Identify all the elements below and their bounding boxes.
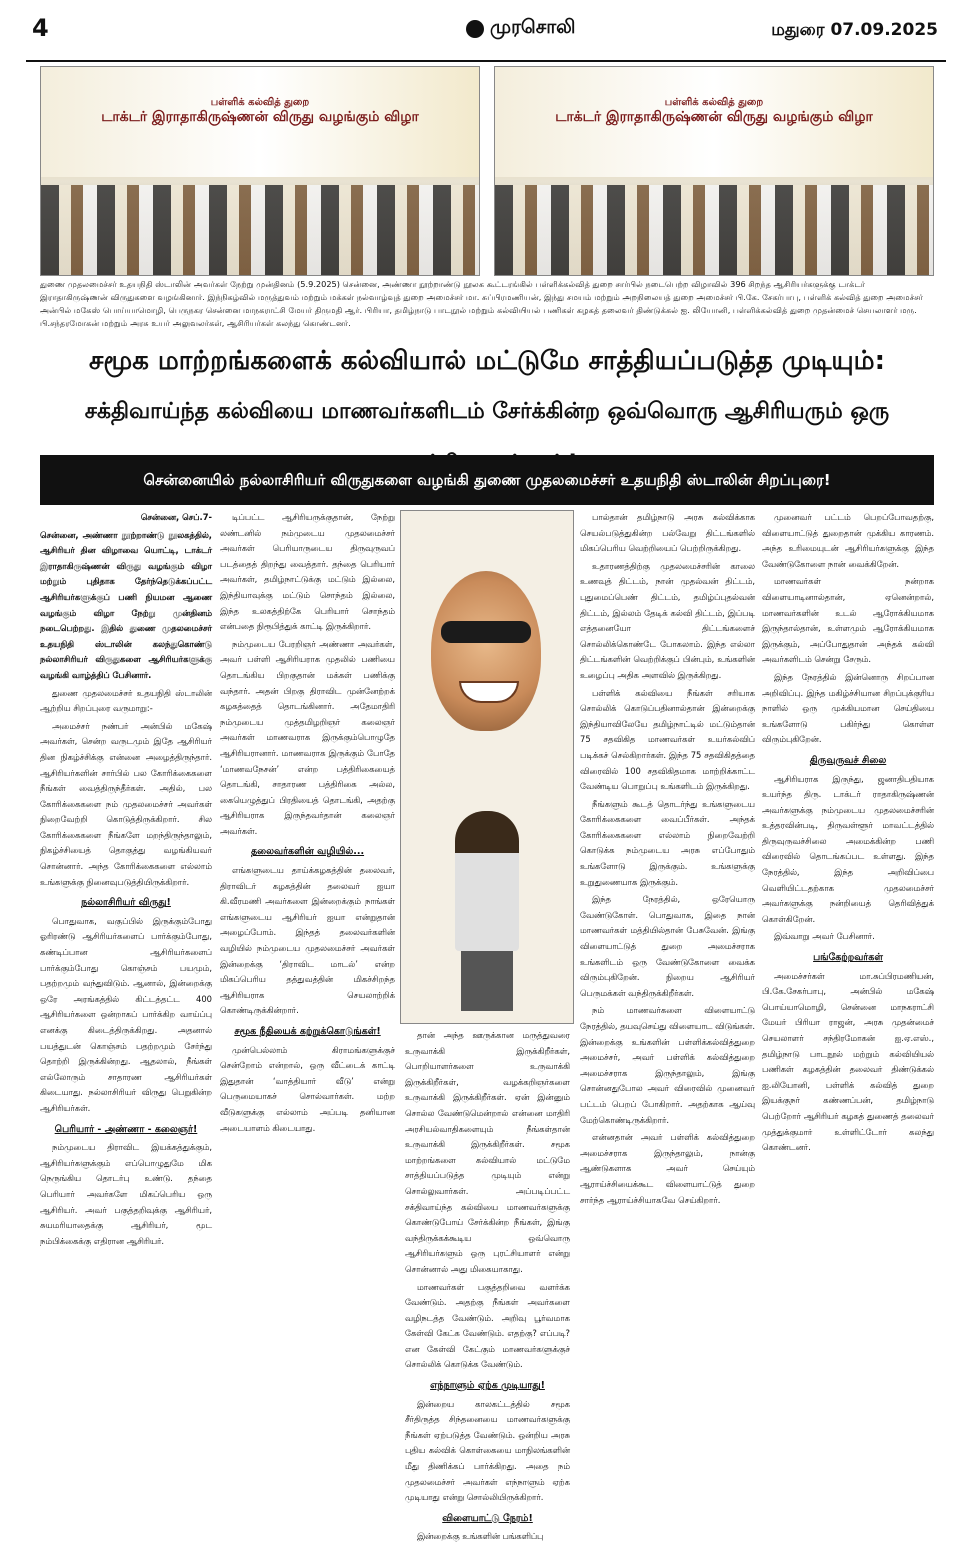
section-heading: எந்நாளும் ஏற்க முடியாது! <box>430 1380 545 1392</box>
section-heading: நல்லாசிரியர் விருது! <box>81 897 171 909</box>
event-photo-2 <box>494 66 934 276</box>
paragraph: நீங்களும் கூடத் தொடர்ந்து உங்களுடைய கோரிக்கைகளை வைப்பீர்கள். அந்தக் கோரிக்கைகளை எல்லாம் நிறைவேற்றி கொடுக்க நம்முடைய அரசு எப்போதும் உங்களோடு இருக்கும். உங்களுக்கு உறுதுணையாக இருக்கும். <box>580 798 755 887</box>
dateline: சென்னை, செப்.7- <box>140 512 212 522</box>
paragraph: நம் மாணவர்களை விளையாட்டு நேரத்தில், தயவுசெய்து விளையாட விடுங்கள். இன்றைக்கு உங்களின் பள்ளிக்கல்வித்துறை அமைச்சர், அவர் பள்ளிக் கல்வித்துறை அமைச்சராக இருந்தாலும், இங்கு சொன்னதுபோல அவர் விரைவில் முனைவர் பட்டம் பெறப் போகிறார். அதற்காக ஆய்வு மேற்கொண்டிருக்கிறார். <box>580 1005 755 1125</box>
paragraph: ஆசிரியராக இருந்து, ஜனாதிபதியாக உயர்ந்த திரு. டாக்டர் ராதாகிருஷ்ணன் அவர்களுக்கு நம்முடைய முதலமைச்சரின் உத்தரவின்படி, திருவள்ளூர் மாவட்டத்தில் திருவுருவச்சிலை அமைக்கின்ற பணி விரைவில் தொடங்கப்பட உள்ளது. இந்த நேரத்தில், இந்த அறிவிப்பை வெளியிட்டதற்காக முதலமைச்சர் அவர்களுக்கு நன்றியைத் தெரிவித்துக் கொள்கிறேன். <box>762 773 934 924</box>
paragraph: துணை முதலமைச்சர் உதயநிதி ஸ்டாலின் ஆற்றிய சிறப்புரை வருமாறு:- <box>40 687 212 714</box>
article-body <box>40 510 934 1542</box>
paper-title: முரசொலி <box>490 16 576 38</box>
kicker: சமூக மாற்றங்களைக் கல்வியால் மட்டுமே சாத்தியப்படுத்த முடியும்: <box>89 346 885 376</box>
section-heading: விளையாட்டு நேரம்! <box>442 1512 533 1524</box>
masthead <box>26 8 946 62</box>
banner-line-1: பள்ளிக் கல்வித் துறை <box>210 97 310 108</box>
paragraph: இந்த நேரத்தில், ஒரேயொரு வேண்டுகோள். பொதுவாக, இதை நான் மாணவர்கள் மத்தியில்தான் பேசுவேன். இங்கு விளையாட்டுத் துறை அமைச்சராக உங்களிடம் ஒரு வேண்டுகோளை வைக்க விரும்புகிறேன். நிறைய ஆசிரியர் பெருமக்கள் வந்திருக்கிறீர்கள். <box>580 894 755 998</box>
sunglasses-icon <box>441 621 531 643</box>
paragraph: அமைச்சர்கள் மா.சுப்பிரமணியன், பி.கே.சேகர்பாபு, அன்பில் மகேஷ் பொய்யாமொழி, சென்னை மாநகராட்சி மேயர் பிரியா ராஜன், அரசு முதன்மைச் செயலாளர் சந்திரமோகன் ஐ.ஏ.எஸ்., தமிழ்நாடு பாடநூல் மற்றும் கல்வியியல் பணிகள் கழகத்தின் தலைவர் திண்டுக்கல் ஐ.லியோனி, பள்ளிக் கல்வித் துறை இயக்குநர் கண்ணப்பன், தமிழ்நாடு பெற்றோர் ஆசிரியர் கழகத் துணைத் தலைவர் முத்துக்குமார் உள்ளிட்டோர் கலந்து கொண்டனர். <box>762 970 934 1153</box>
paragraph: என்னதான் அவர் பள்ளிக் கல்வித்துறை அமைச்சராக இருந்தாலும், நான்கு ஆண்டுகளாக அவர் செய்யும் ஆராய்ச்சியைக்கூட விளையாட்டுத் துறை சார்ந்த ஆராய்ச்சியாகவே செய்கிறார். <box>580 1132 755 1205</box>
paragraph: எங்களுடைய தாய்க்கழகத்தின் தலைவர், திராவிடர் கழகத்தின் தலைவர் ஐயா கி.வீரமணி அவர்களை இன்றைக்கும் நாங்கள் எங்களுடைய ஆசிரியர் ஐயா என்றுதான் அழைப்போம். இந்தத் தலைவர்களின் வழியில் நம்முடைய முதலமைச்சர் அவர்கள் இன்றைக்கு ‘திராவிட மாடல்’ என்ற மிகப்பெரிய தத்துவத்தின் மிகச்சிறந்த ஆசிரியராக செயலாற்றிக் கொண்டிருக்கின்றார். <box>220 865 395 1016</box>
paragraph: இன்றைக்கு உங்களின் பங்களிப்பு <box>417 1531 544 1542</box>
paragraph: இந்த நேரத்தில் இன்னொரு சிறப்பான அறிவிப்பு. இந்த மகிழ்ச்சியான சிறப்புக்குரிய நாளில் ஒரு முக்கியமான செய்தியை உங்களோடு பகிர்ந்து கொள்ள விரும்புகிறேன். <box>762 671 934 745</box>
paragraph: இவ்வாறு அவர் பேசினார். <box>774 931 875 942</box>
paper-logo-icon <box>466 20 484 38</box>
lead-paragraph: சென்னை, அண்ணா நூற்றாண்டு நூலகத்தில், ஆசிரியர் தின விழாவை யொட்டி, டாக்டர் இராதாகிருஷ்ணன் விருது வழங்கும் விழா மற்றும் புதிதாக தேர்ந்தெடுக்கப்பட்ட ஆசிரியர்களுக்குப் பணி நியமன ஆணை வழங்கும் விழா நேற்று முன்தினம் நடைபெற்றது. இதில் துணை முதலமைச்சர் உதயநிதி ஸ்டாலின் கலந்துகொண்டு நல்லாசிரியர் விருதுகளை ஆசிரியர்களுக்கு வழங்கி வாழ்த்திப் பேசினார். <box>40 529 212 680</box>
banner-text <box>495 97 933 127</box>
city-date: மதுரை 07.09.2025 <box>771 20 938 40</box>
group-of-people <box>41 185 479 275</box>
subheadline: சென்னையில் நல்லாசிரியர் விருதுகளை வழங்கி துணை முதலமைச்சர் உதயநிதி ஸ்டாலின் சிறப்புரை! <box>40 455 934 505</box>
paper-name <box>466 16 576 41</box>
photo-strip <box>40 66 934 276</box>
paragraph: நம்முடைய திராவிட இயக்கத்துக்கும், ஆசிரியர்களுக்கும் எப்பொழுதுமே மிக நெருங்கிய தொடர்பு உண்டு. தந்தை பெரியார் அவர்களே மிகப்பெரிய ஒரு ஆசிரியர். அவர் பகுத்தறிவுக்கு ஆசிரியர், சுயமரியாதைக்கு ஆசிரியர், மூட நம்பிக்கைக்கு எதிரான ஆசிரியர். <box>40 1142 212 1246</box>
banner-line-2: டாக்டர் இராதாகிருஷ்ணன் விருது வழங்கும் விழா <box>101 109 419 125</box>
podium-icon <box>461 951 513 1011</box>
section-heading: தலைவர்களின் வழியில்... <box>250 846 365 858</box>
article-column-5 <box>762 510 934 1158</box>
section-heading: பெரியார் - அண்ணா - கலைஞர்! <box>54 1123 198 1135</box>
paragraph: மாணவர்கள் பகுத்தறிவை வளர்க்க வேண்டும். அதற்கு நீங்கள் அவர்களை வழிநடத்த வேண்டும். அறிவு பூர்வமாக கேள்வி கேட்க வேண்டும். எதற்கு? எப்படி? என கேள்வி கேட்கும் மாணவர்களுக்குச் சொல்லிக் கொடுக்க வேண்டும். <box>405 1281 570 1370</box>
banner-line-2: டாக்டர் இராதாகிருஷ்ணன் விருது வழங்கும் விழா <box>555 109 873 125</box>
page-number: 4 <box>32 14 49 42</box>
paragraph: உதாரணத்திற்கு முதலமைச்சரின் காலை உணவுத் திட்டம், நான் முதல்வன் திட்டம், புதுமைப்பெண் திட்டம், தமிழ்ப்புதல்வன் திட்டம், இல்லம் தேடிக் கல்வி திட்டம், இப்படி எத்தனையோ திட்டங்களைச் சொல்லிக்கொண்டே போகலாம். இந்த எல்லா திட்டங்களின் வெற்றிக்குப் பின்பும், உங்களின் உழைப்பு அதிக அளவில் இருக்கிறது. <box>580 560 755 680</box>
article-column-3 <box>405 1028 570 1547</box>
speaker-figure <box>455 811 519 951</box>
portrait-photo <box>400 510 574 1024</box>
paragraph: மாணவர்கள் நன்றாக விளையாடினால்தான், ஏனென்றால், மாணவர்களின் உடல் ஆரோக்கியமாக இருந்தால்தான், உள்ளமும் ஆரோக்கியமாக இருக்கும், அப்போதுதான் அந்தக் கல்வி அவர்களிடம் சென்று சேரும். <box>762 576 934 665</box>
leader-portrait <box>431 571 541 731</box>
paragraph: முன்பெல்லாம் கிராமங்களுக்குச் சென்றோம் என்றால், ஒரு வீட்டைக் காட்டி இதுதான் ‘வாத்தியார் வீடு’ என்று பெருமையாகச் சொல்வார்கள். மற்ற வீடுகளுக்கு எல்லாம் அப்படி தனியான அடையாளம் கிடையாது. <box>220 1044 395 1133</box>
photo-caption: துணை முதலமைச்சர் உதயநிதி ஸ்டாலின் அவர்கள் நேற்று முன்தினம் (5.9.2025) சென்னை, அண்ணா நூற்றாண்டு நூலக கூட்டரங்கில் பள்ளிக்கல்வித் துறை சார்பில் நடைபெற்ற விழாவில் 396 சிறந்த ஆசிரியர்களுக்கு டாக்டர் இராதாகிருஷ்ணன் விருதுகளை வழங்கினார். இந்நிகழ்வில் மருத்துவம் மற்றும் மக்கள் நல்வாழ்வுத் துறை அமைச்சர் மா. சுப்பிரமணியன், இந்து சமயம் மற்றும் அறநிலையத் துறை அமைச்சர் பி.கே. சேகர்பாபு, பள்ளிக் கல்வித் துறை அமைச்சர் அன்பில் மகேஸ் பொய்யாமொழி, பெருநகர சென்னை மாநகராட்சி மேயர் திருமதி ஆர். பிரியா, தமிழ்நாடு பாடநூல் மற்றும் கல்வியியல் பணிகள் கழகத் தலைவர் திண்டுக்கல் ஐ. லியோனி, பள்ளிக்கல்வித் துறை முதன்மைச் செயலாளர் மரு. பி.சந்தரமோகன் மற்றும் அரசு உயர் அலுவலர்கள், ஆசிரியர்கள் கலந்து கொண்டனர். <box>40 279 924 328</box>
paragraph: பள்ளிக் கல்வியை நீங்கள் சரியாக சொல்லிக் கொடுப்பதினால்தான் இன்றைக்கு இந்தியாவிலேயே தமிழ்நாட்டில் மட்டும்தான் 75 சதவிகித மாணவர்கள் உயர்கல்விப் படிக்கச் செல்கிறார்கள். இந்த 75 சதவிகிதத்தை விரைவில் 100 சதவிகிதமாக மாற்றிக்காட்ட வேண்டிய பொறுப்பு உங்களிடம் இருக்கிறது. <box>580 687 755 792</box>
paragraph: பொதுவாக, வகுப்பில் இருக்கும்போது ஓரிரண்டு ஆசிரியர்களைப் பார்க்கும்போது, கண்டிப்பான ஆசிரியர்களைப் பார்க்கும்போது கொஞ்சம் பயமும், பதற்றமும் வந்துவிடும். ஆனால், இன்றைக்கு ஒரே அரங்கத்தில் கிட்டத்தட்ட 400 ஆசிரியர்களை ஒன்றாகப் பார்க்கிற வாய்ப்பு எனக்கு கிடைத்திருக்கிறது. அதனால் பயத்துடன் கொஞ்சம் பதற்றமும் சேர்ந்து தொற்றி இருக்கின்றது. ஆதலால், நீங்கள் எல்லோரும் சாதாரண ஆசிரியர்கள் கிடையாது. நல்லாசிரியர் விருது பெறுகின்ற ஆசிரியர்கள். <box>40 915 212 1113</box>
event-photo-1 <box>40 66 480 276</box>
group-of-people <box>495 185 933 275</box>
banner-text <box>41 97 479 127</box>
paragraph: இன்றைய காலகட்டத்தில் சமூக சீர்திருத்த சிந்தனையை மாணவர்களுக்கு நீங்கள் ஏற்படுத்த வேண்டும். ஒன்றிய அரசு புதிய கல்விக் கொள்கையை மாநிலங்களின் மீது திணிக்கப் பார்க்கிறது. அதை நம் முதலமைச்சர் அவர்கள் எந்நாளும் ஏற்க முடியாது என்று சொல்லியிருக்கிறார். <box>405 1398 570 1503</box>
article-column-1 <box>40 510 212 1251</box>
banner-line-1: பள்ளிக் கல்வித் துறை <box>664 97 764 108</box>
paragraph: முனைவர் பட்டம் பெறப்போவதற்கு, விளையாட்டுத் துறைதான் முக்கிய காரணம். அந்த உரிமையுடன் ஆசிரியர்களுக்கு இந்த வேண்டுகோளை நான் வைக்கிறேன். <box>762 512 934 569</box>
paragraph: டிப்பட்ட ஆசிரியருக்குதான், நேற்று லண்டனில் நம்முடைய முதலமைச்சர் அவர்கள் பெரியாருடைய திருவுருவப் படத்தைத் திறந்து வைத்தார். தந்தை பெரியார் அவர்கள், தமிழ்நாட்டுக்கு மட்டும் இல்லை, இந்தியாவுக்கு மட்டும் சொந்தம் இல்லை, இந்த உலகத்திற்கே பெரியார் சொந்தம் என்பதை நிரூபித்துக் காட்டி இருக்கிறார். <box>220 512 395 632</box>
section-heading: சமூக நீதியைக் கற்றுக்கொடுங்கள்! <box>234 1026 381 1037</box>
paragraph: அமைச்சர் நண்பர் அன்பில் மகேஷ் அவர்கள், சென்ற வருடமும் இதே ஆசிரியர் தின நிகழ்ச்சிக்கு என்னை அழைத்திருந்தார். ஆசிரியர்களின் சார்பில் பல கோரிக்கைகளை நீங்கள் வைத்திருந்தீர்கள். அதில், பல கோரிக்கைகளை நம் முதலமைச்சர் அவர்கள் நிறைவேற்றி கொடுத்திருக்கிறார். சில கோரிக்கைகளை நீங்களே மறந்திருந்தாலும், நிகழ்ச்சியைத் தொகுத்து வழங்கியவர் சொன்னார். அந்த கோரிக்கைகளை எல்லாம் உங்களுக்கு நினைவுபடுத்தியிருக்கிறார். <box>40 720 212 887</box>
section-heading: பங்கேற்றவர்கள் <box>813 952 883 964</box>
paragraph: நம்முடைய பேரறிஞர் அண்ணா அவர்கள், அவர் பள்ளி ஆசிரியராக முதலில் பணியை தொடங்கிய பிறகுதான் மக்கள் பணிக்கு வந்தார். அதன் பிறகு திராவிட முன்னேற்றக் கழகத்தைத் தொடங்கினார். அதேமாதிரி நம்முடைய முத்தமிழறிஞர் கலைஞர் அவர்கள் மாணவராக இருக்கும்பொழுதே ஆசிரியரானார். மாணவராக இருக்கும் போதே ‘மாணவநேசன்’ என்ற பத்திரிகையைத் தொடங்கி, சாதாரண பத்திரிகை அல்ல, கையெழுத்துப் பிரதியைத் தொடங்கி, அதற்கு ஆசிரியராக இருந்தவர்தான் கலைஞர் அவர்கள். <box>220 638 395 836</box>
article-column-4 <box>580 510 755 1210</box>
headline: சக்திவாய்ந்த கல்வியை மாணவர்களிடம் சேர்க்கின்ற ஒவ்வொரு ஆசிரியரும் ஒரு <box>84 399 890 424</box>
section-heading: திருவுருவச் சிலை <box>809 754 887 766</box>
article-column-2 <box>220 510 395 1138</box>
paragraph: தான் அந்த ஊருக்கான மருத்துவரை உருவாக்கி இருக்கிறீர்கள், பொறியாளர்களை உருவாக்கி இருக்கிறீர்கள், வழக்கறிஞர்களை உருவாக்கி இருக்கிறீர்கள். ஏன் இன்னும் சொல்ல வேண்டுமென்றால் என்னை மாதிரி அரசியல்வாதிகளையும் நீங்கள்தான் உருவாக்கி இருக்கிறீர்கள். சமூக மாற்றங்களை கல்வியால் மட்டுமே சாத்தியப்படுத்த முடியும் என்று சொல்லுவார்கள். அப்படிப்பட்ட சக்திவாய்ந்த கல்வியை மாணவர்களுக்கு கொண்டுபோய் சேர்க்கின்ற நீங்கள், இங்கு வந்திருக்கக்கூடிய ஒவ்வொரு ஆசிரியர்களும் ஒரு புரட்சியாளர் என்று சொன்னால் அது மிகையாகாது. <box>405 1030 570 1274</box>
paragraph: பால்தான் தமிழ்நாடு அரசு கல்விக்காக செயல்படுத்துகின்ற பல்வேறு திட்டங்களில் மிகப்பெரிய வெற்றியைப் பெற்றிருக்கிறது. <box>580 512 755 554</box>
